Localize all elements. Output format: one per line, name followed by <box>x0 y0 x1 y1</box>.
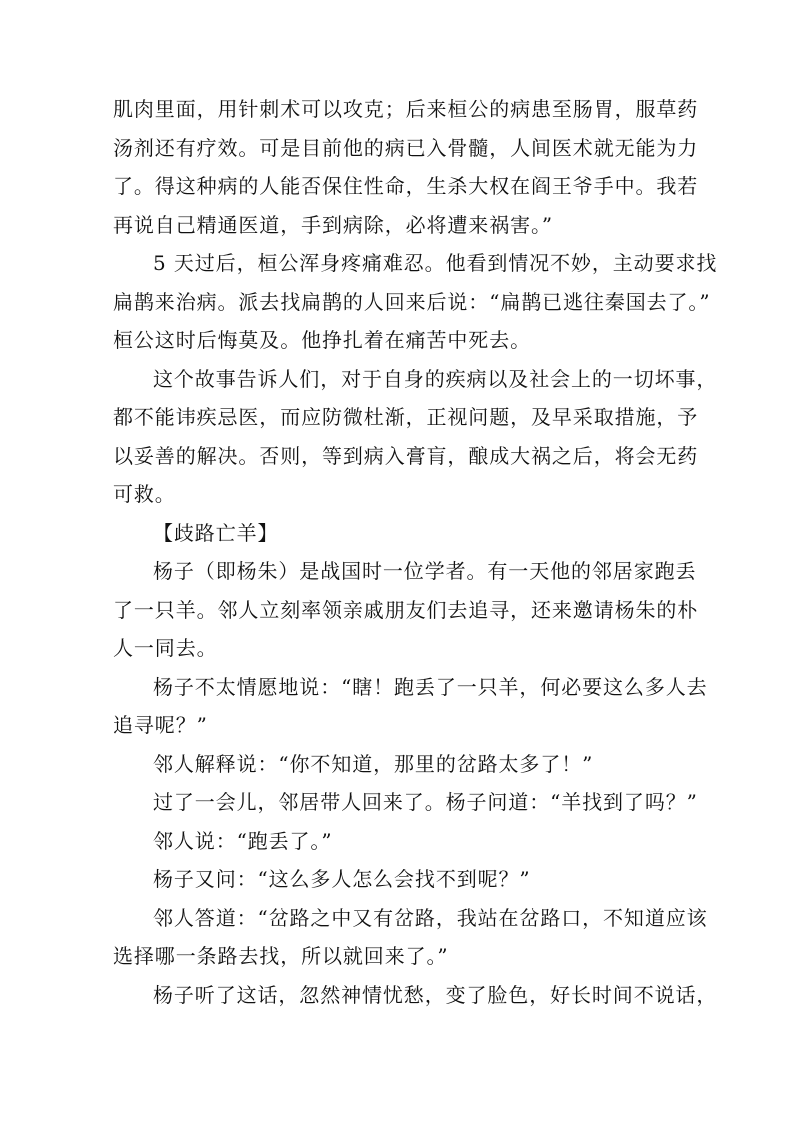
paragraph-line: 这个故事告诉人们，对于自身的疾病以及社会上的一切坏事， <box>153 366 718 391</box>
document-body <box>113 90 718 1014</box>
paragraph-line: 邻人说：“跑丢了。” <box>153 828 333 853</box>
paragraph-line: 以妥善的解决。否则，等到病入膏肓，酿成大祸之后，将会无药 <box>113 443 699 468</box>
paragraph-line: 都不能讳疾忌医，而应防微杜渐，正视问题，及早采取措施，予 <box>113 405 699 429</box>
paragraph-line: 追寻呢？” <box>113 713 208 737</box>
paragraph-line: 邻人解释说：“你不知道，那里的岔路太多了！” <box>153 751 594 776</box>
paragraph-line: 选择哪一条路去找，所以就回来了。” <box>113 944 449 968</box>
paragraph-line: 过了一会儿，邻居带人回来了。杨子问道：“羊找到了吗？” <box>153 790 698 814</box>
paragraph-line: 了一只羊。邻人立刻率领亲戚朋友们去追寻，还来邀请杨朱的朴 <box>113 597 699 622</box>
paragraph-line: 5 天过后，桓公浑身疼痛难忍。他看到情况不妙，主动要求找 <box>153 251 718 275</box>
paragraph-line: 肌肉里面，用针刺术可以攻克；后来桓公的病患至肠胃，服草药 <box>113 97 699 121</box>
paragraph-line: 人一同去。 <box>113 636 218 660</box>
paragraph-line: 杨子（即杨朱）是战国时一位学者。有一天他的邻居家跑丢 <box>153 559 697 583</box>
paragraph-line: 杨子不太情愿地说：“瞎！跑丢了一只羊，何必要这么多人去 <box>153 674 708 699</box>
paragraph-line: 汤剂还有疗效。可是目前他的病已入骨髓，人间医术就无能为力 <box>113 135 699 160</box>
paragraph-line: 了。得这种病的人能否保住性命，生杀大权在阎王爷手中。我若 <box>113 174 699 198</box>
paragraph-line: 桓公这时后悔莫及。他挣扎着在痛苦中死去。 <box>113 328 531 352</box>
paragraph-line: 再说自己精通医道，手到病除，必将遭来祸害。” <box>113 212 554 237</box>
paragraph-line: 杨子听了这话，忽然神情忧愁，变了脸色，好长时间不说话， <box>153 982 718 1007</box>
section-heading: 【歧路亡羊】 <box>153 520 279 545</box>
paragraph-line: 杨子又问：“这么多人怎么会找不到呢？” <box>153 867 531 891</box>
paragraph-line: 扁鹊来治病。派去找扁鹊的人回来后说：“扁鹊已逃往秦国去了。” <box>113 289 711 314</box>
paragraph-line: 邻人答道：“岔路之中又有岔路，我站在岔路口，不知道应该 <box>153 905 708 930</box>
paragraph-line: 可救。 <box>113 482 176 506</box>
